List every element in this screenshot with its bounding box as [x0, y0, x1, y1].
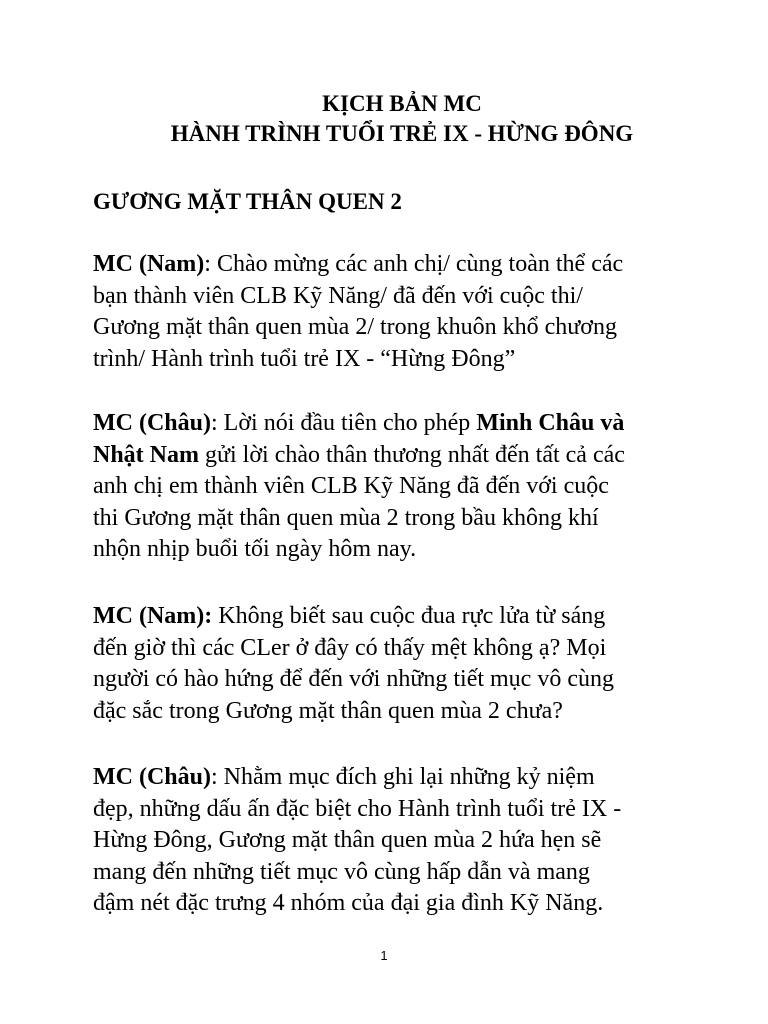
text-run: mang đến những tiết mục vô cùng hấp dẫn và mang	[93, 858, 590, 885]
bold-text-run: Minh Châu và	[476, 410, 625, 436]
paragraph-line	[93, 534, 693, 566]
text-run: : Lời nói đầu tiên cho phép	[211, 410, 477, 436]
text-run: thi Gương mặt thân quen mùa 2 trong bầu không khí	[93, 504, 599, 531]
paragraph-line	[93, 344, 693, 376]
bold-text-run: MC (Nam)	[93, 251, 205, 277]
paragraph-line	[93, 312, 693, 344]
text-run: trình/ Hành trình tuổi trẻ IX - “Hừng Đông”	[93, 345, 516, 372]
text-run: đến giờ thì các CLer ở đây có thấy mệt không ạ? Mọi	[93, 634, 607, 661]
script-paragraph-mc-chau-2	[93, 762, 693, 920]
script-paragraph-mc-chau-1	[93, 408, 693, 566]
bold-text-run: MC (Nam):	[93, 603, 213, 629]
text-run: : Nhằm mục đích ghi lại những kỷ niệm	[211, 764, 595, 790]
text-run: Không biết sau cuộc đua rực lửa từ sáng	[212, 603, 606, 629]
text-run: gửi lời chào thân thương nhất đến tất cả các	[199, 441, 625, 468]
text-run: bạn thành viên CLB Kỹ Năng/ đã đến với cuộc thi/	[93, 282, 583, 309]
paragraph-line	[93, 794, 693, 826]
page-number: 1	[380, 948, 388, 963]
text-run: đẹp, những dấu ấn đặc biệt cho Hành trình tuổi trẻ IX -	[93, 795, 622, 822]
script-paragraph-mc-nam-1	[93, 249, 693, 375]
document-subtitle: HÀNH TRÌNH TUỔI TRẺ IX - HỪNG ĐÔNG	[170, 121, 634, 146]
text-run: người có hào hứng để đến với những tiết mục vô cùng	[93, 666, 614, 692]
paragraph-line	[93, 503, 693, 535]
bold-text-run: Nhật Nam	[93, 441, 199, 468]
text-run: đậm nét đặc trưng 4 nhóm của đại gia đình Kỹ Năng.	[93, 890, 604, 916]
paragraph-line	[93, 408, 693, 440]
paragraph-line	[93, 696, 693, 728]
paragraph-line	[93, 762, 693, 794]
paragraph-line	[93, 633, 693, 665]
paragraph-line	[93, 601, 693, 633]
text-run: nhộn nhịp buổi tối ngày hôm nay.	[93, 536, 417, 562]
bold-text-run: MC (Châu)	[93, 410, 211, 436]
paragraph-line	[93, 281, 693, 313]
text-run: : Chào mừng các anh chị/ cùng toàn thể các	[204, 251, 624, 277]
paragraph-line	[93, 664, 693, 696]
paragraph-line	[93, 857, 693, 889]
section-heading: GƯƠNG MẶT THÂN QUEN 2	[93, 189, 402, 214]
bold-text-run: MC (Châu)	[93, 764, 211, 790]
text-run: anh chị em thành viên CLB Kỹ Năng đã đến với cuộc	[93, 473, 609, 499]
paragraph-line	[93, 825, 693, 857]
text-run: Hừng Đông, Gương mặt thân quen mùa 2 hứa hẹn sẽ	[93, 827, 602, 853]
text-run: Gương mặt thân quen mùa 2/ trong khuôn khổ chương	[93, 314, 617, 340]
paragraph-line	[93, 888, 693, 920]
text-run: đặc sắc trong Gương mặt thân quen mùa 2 chưa?	[93, 697, 563, 724]
document-title: KỊCH BẢN MC	[322, 91, 482, 116]
script-paragraph-mc-nam-2	[93, 601, 693, 727]
paragraph-line	[93, 471, 693, 503]
paragraph-line	[93, 249, 693, 281]
paragraph-line	[93, 440, 693, 472]
